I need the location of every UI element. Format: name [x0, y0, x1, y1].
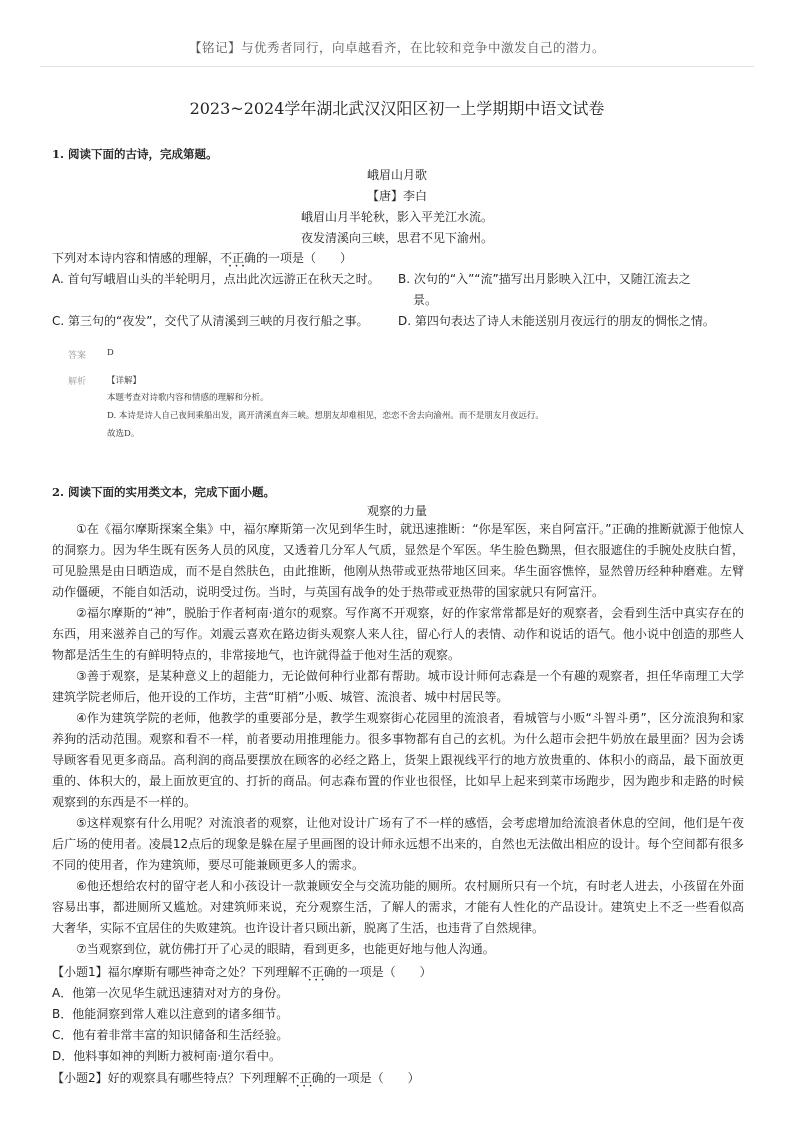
poem-line-2: 夜发清溪向三峡，思君不见下渝州。 [300, 231, 493, 245]
option-a: A. 首句写峨眉山头的半轮明月，点出此次远游正在秋天之时。 [52, 272, 380, 286]
article-paragraph-3: ③善于观察，是某种意义上的超能力，无论做何种行业都有帮助。城市设计师何志森是一个有趣的观察者，担任华南理工大学建筑学院老师后，他开设的工作坊，主营“盯梢”小贩、城管、流浪者、城中村居民等。 [52, 669, 744, 704]
option-c: C. 第三句的“夜发”，交代了从清溪到三峡的月夜行船之事。 [52, 314, 369, 328]
page-title: 2023~2024学年湖北武汉汉阳区初一上学期期中语文试卷 [189, 99, 605, 118]
emphasis-not-correct: 不正确 ••• [220, 251, 256, 265]
sub-1-option-d: D．他料事如神的判断力被柯南·道尔看中。 [52, 1049, 282, 1063]
answer-label: 答案 [68, 351, 87, 361]
explanation-label: 解析 [68, 377, 87, 387]
explanation-line-3: D. 本诗是诗人自己夜间乘船出发，离开清溪直奔三峡。想朋友却难相见，恋恋不舍去向渝州。而不是朋友月夜远行。 [107, 411, 544, 421]
poem-line-1: 峨眉山月半轮秋，影入平羌江水流。 [300, 210, 493, 224]
option-b: B. 次句的“入”“流”描写出月影映入江中，又随江流去之 [398, 272, 691, 286]
article-paragraph-6: ⑥他还想给农村的留守老人和小孩设计一款兼顾安全与交流功能的厕所。农村厕所只有一个坑，有时老人进去，小孩留在外面容易出事，都进厕所又尴尬。对建筑师来说，充分观察生活，了解人的需求，才能有人性化的产品设计。建筑史上不乏一些看似高大奢华，实际不宜居住的失败建筑。也许设计者只顾出新，脱离了生活，也违背了自然规律。 [52, 879, 744, 935]
sub-question-2 [52, 1069, 420, 1086]
sub-1-option-b: B．他能洞察到常人难以注意到的诸多细节。 [52, 1007, 289, 1021]
sub-1-option-a: A．他第一次见华生就迅速猜对对方的身份。 [52, 986, 289, 1000]
sub-question-2-text-after: 的一项是（ ） [323, 1071, 420, 1085]
poem-title: 峨眉山月歌 [366, 168, 427, 182]
stem-text-after: 的一项是（ ） [256, 251, 353, 265]
stem-text-before: 下列对本诗内容和情感的理解， [52, 251, 221, 265]
sub-1-option-c: C．他有着非常丰富的知识储备和生活经验。 [52, 1028, 289, 1042]
article-paragraph-1: ①在《福尔摩斯探案全集》中，福尔摩斯第一次见到华生时，就迅速推断：“你是军医，来自阿富汗。”正确的推断就源于他惊人的洞察力。因为华生既有医务人员的风度，又透着几分军人气质，显然是个军医。华生脸色黝黑，但衣服遮住的手腕处皮肤白皙，可见脸黑是由日晒造成，而不是自然肤色，由此推断，他刚从热带或亚热带地区回来。华生面容憔悴，显然曾历经种种磨难。左臂动作僵硬，不能自如活动，说明受过伤。当时，与英国有战争的处于热带或亚热带的国家就只有阿富汗。 [52, 522, 744, 599]
emphasis-not-correct: 不正确 ••• [288, 1071, 324, 1085]
motto-header: 【铭记】与优秀者同行，向卓越看齐，在比较和竞争中激发自己的潜力。 [188, 40, 605, 55]
explanation-line-1: 【详解】 [107, 376, 142, 386]
article-title: 观察的力量 [366, 504, 427, 518]
article-paragraph-5: ⑤这样观察有什么用呢？对流浪者的观察，让他对设计广场有了不一样的感悟，会考虑增加给流浪者休息的空间，他们是午夜后广场的使用者。凌晨12点后的现象是躲在屋子里画图的设计师永远想不出来的，自然也无法做出相应的设计。每个空间都有很多不同的使用者，作为建筑师，要尽可能兼顾更多人的需求。 [52, 816, 744, 872]
question-1-heading: 1. 阅读下面的古诗，完成第题。 [52, 147, 218, 161]
header-divider [40, 66, 754, 67]
question-1-stem [52, 249, 352, 266]
sub-question-1-text-after: 的一项是（ ） [335, 965, 432, 979]
answer-value: D [107, 348, 114, 358]
article-paragraph-7: ⑦当观察到位，就仿佛打开了心灵的眼睛，看到更多，也能更好地与他人沟通。 [76, 942, 495, 956]
explanation-line-2: 本题考查对诗歌内容和情感的理解和分析。 [107, 393, 269, 403]
sub-question-2-text-before: 【小题2】好的观察具有哪些特点？下列理解 [52, 1071, 288, 1085]
explanation-line-4: 故选D。 [107, 429, 140, 439]
question-2-heading: 2. 阅读下面的实用类文本，完成下面小题。 [52, 485, 276, 499]
sub-question-1-text-before: 【小题1】福尔摩斯有哪些神奇之处？下列理解 [52, 965, 300, 979]
option-b-continued: 景。 [413, 293, 438, 307]
option-d: D. 第四句表达了诗人未能送别月夜远行的朋友的惆怅之情。 [398, 314, 715, 328]
emphasis-not-correct: 不正确 ••• [300, 965, 336, 979]
article-paragraph-4: ④作为建筑学院的老师，他教学的重要部分是，教学生观察街心花园里的流浪者，看城管与小贩“斗智斗勇”，区分流浪狗和家养狗的活动范围。观察和看不一样，前者要动用推理能力。很多事物都有自己的玄机。为什么超市会把牛奶放在最里面？因为会诱导顾客看见更多商品。高利润的商品要摆放在顾客的必经之路上，货架上跟视线平行的地方放贵重的、体积小的商品，最下面放更重的、体积大的，最上面放更宜的、打折的商品。何志森布置的作业也很怪，比如早上起来到菜市场跑步，因为跑步和走路的时候观察到的东西是不一样的。 [52, 711, 744, 809]
article-paragraph-2: ②福尔摩斯的“神”，脱胎于作者柯南·道尔的观察。写作离不开观察，好的作家常常都是好的观察者，会看到生活中真实存在的东西，用来滋养自己的写作。刘震云喜欢在路边街头观察人来人往，留心行人的表情、动作和说话的语气。他小说中创造的那些人物都是活生生的有鲜明特点的，非常接地气，也许就得益于他对生活的观察。 [52, 606, 744, 662]
sub-question-1 [52, 963, 432, 980]
poem-author: 【唐】李白 [366, 189, 427, 203]
